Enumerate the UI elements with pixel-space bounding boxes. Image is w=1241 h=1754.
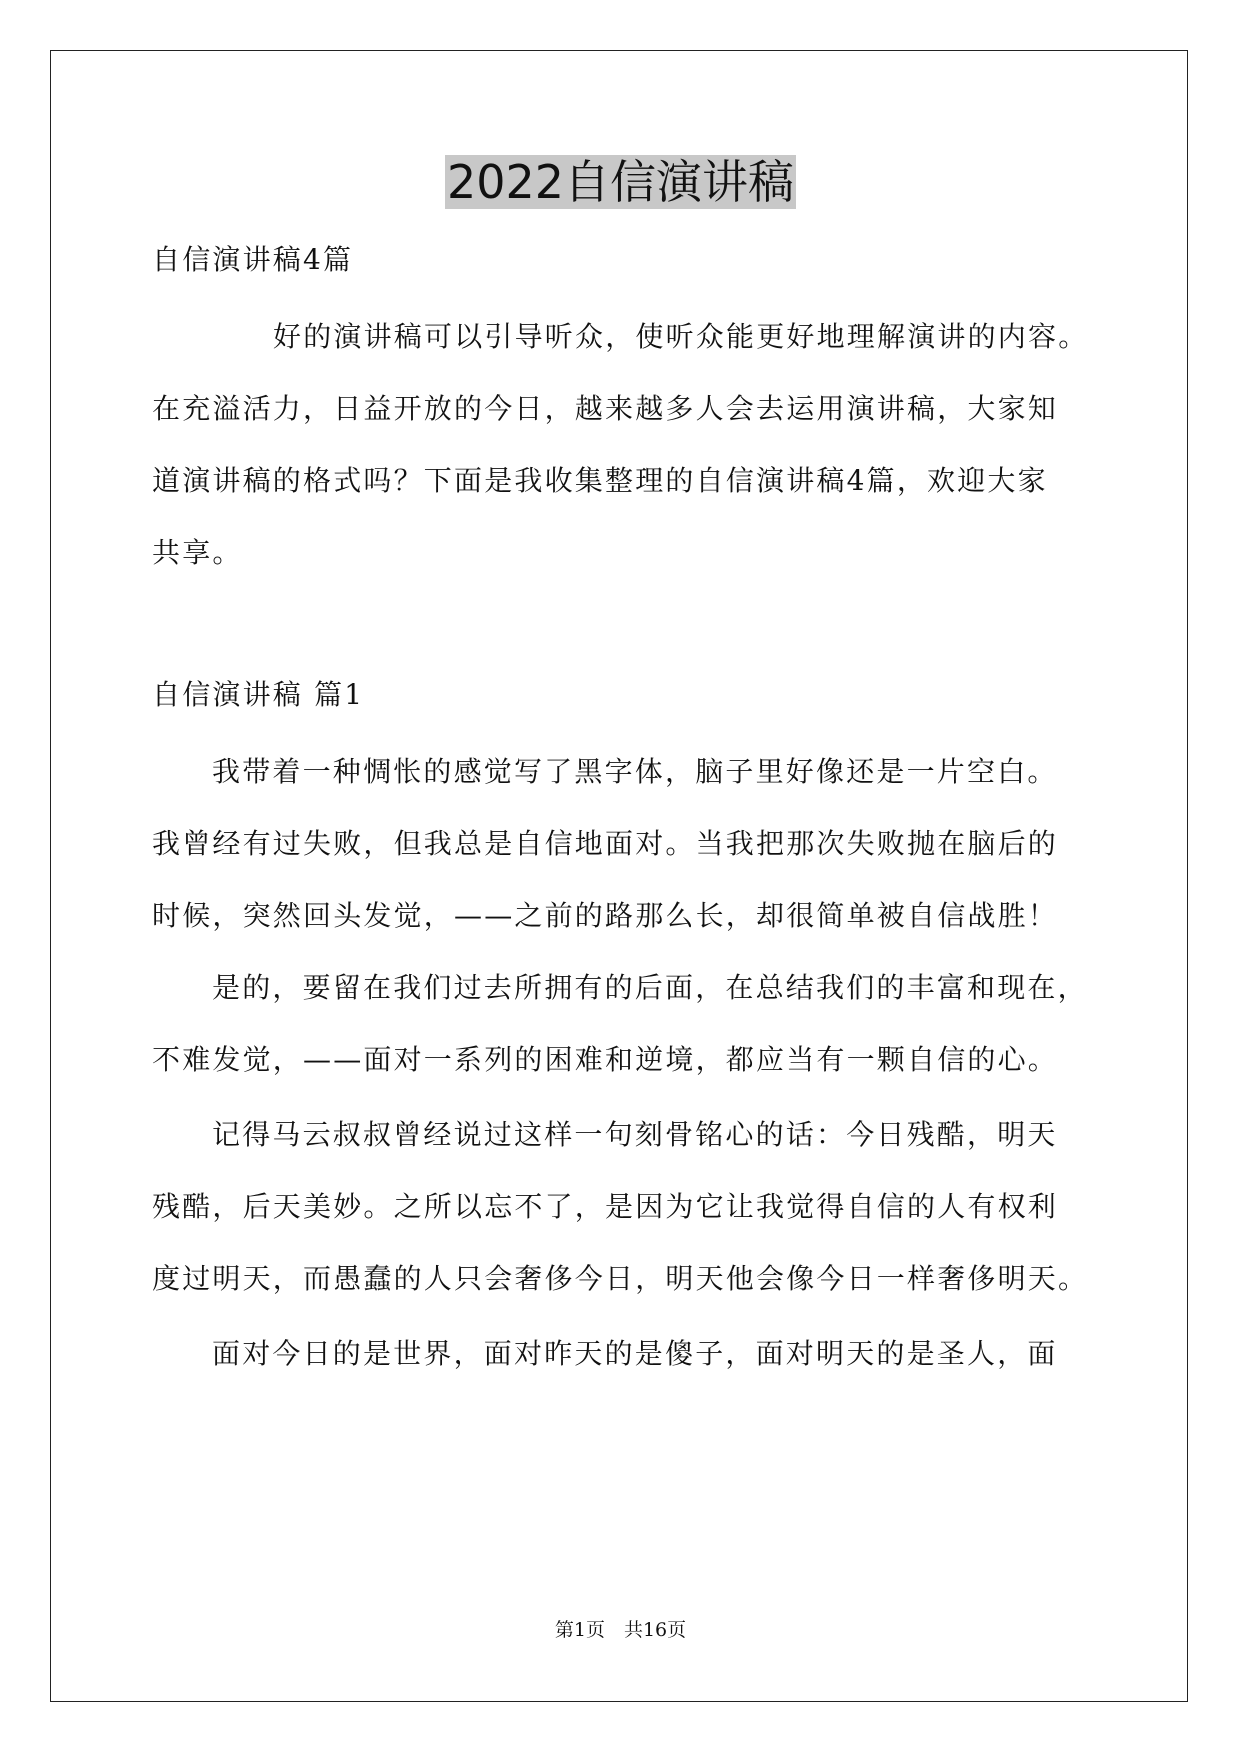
body-line: 我曾经有过失败，但我总是自信地面对。当我把那次失败抛在脑后的 (152, 827, 1059, 860)
intro-line: 共享。 (152, 536, 243, 569)
page-footer: 第1页 共16页 (554, 1619, 687, 1641)
body-line: 度过明天，而愚蠢的人只会奢侈今日，明天他会像今日一样奢侈明天。 (152, 1262, 1089, 1295)
body-line: 是的，要留在我们过去所拥有的后面，在总结我们的丰富和现在， (212, 971, 1088, 1004)
body-line: 记得马云叔叔曾经说过这样一句刻骨铭心的话：今日残酷，明天 (212, 1118, 1058, 1151)
document-title-text: 2022自信演讲稿 (446, 155, 795, 209)
section-heading: 自信演讲稿 篇1 (152, 678, 365, 711)
body-line: 面对今日的是世界，面对昨天的是傻子，面对明天的是圣人，面 (212, 1337, 1058, 1370)
page-border (50, 50, 1188, 1702)
intro-line: 好的演讲稿可以引导听众，使听众能更好地理解演讲的内容。 (273, 320, 1089, 353)
document-subtitle: 自信演讲稿4篇 (152, 243, 354, 276)
body-line: 不难发觉，——面对一系列的困难和逆境，都应当有一颗自信的心。 (152, 1043, 1059, 1076)
body-line: 时候，突然回头发觉，——之前的路那么长，却很简单被自信战胜！ (152, 899, 1059, 932)
intro-line: 在充溢活力，日益开放的今日，越来越多人会去运用演讲稿，大家知 (152, 392, 1059, 425)
intro-line: 道演讲稿的格式吗？下面是我收集整理的自信演讲稿4篇，欢迎大家 (152, 464, 1048, 497)
body-line: 残酷，后天美妙。之所以忘不了，是因为它让我觉得自信的人有权利 (152, 1190, 1059, 1223)
document-title (0, 150, 1241, 214)
body-line: 我带着一种惆怅的感觉写了黑字体，脑子里好像还是一片空白。 (212, 755, 1058, 788)
